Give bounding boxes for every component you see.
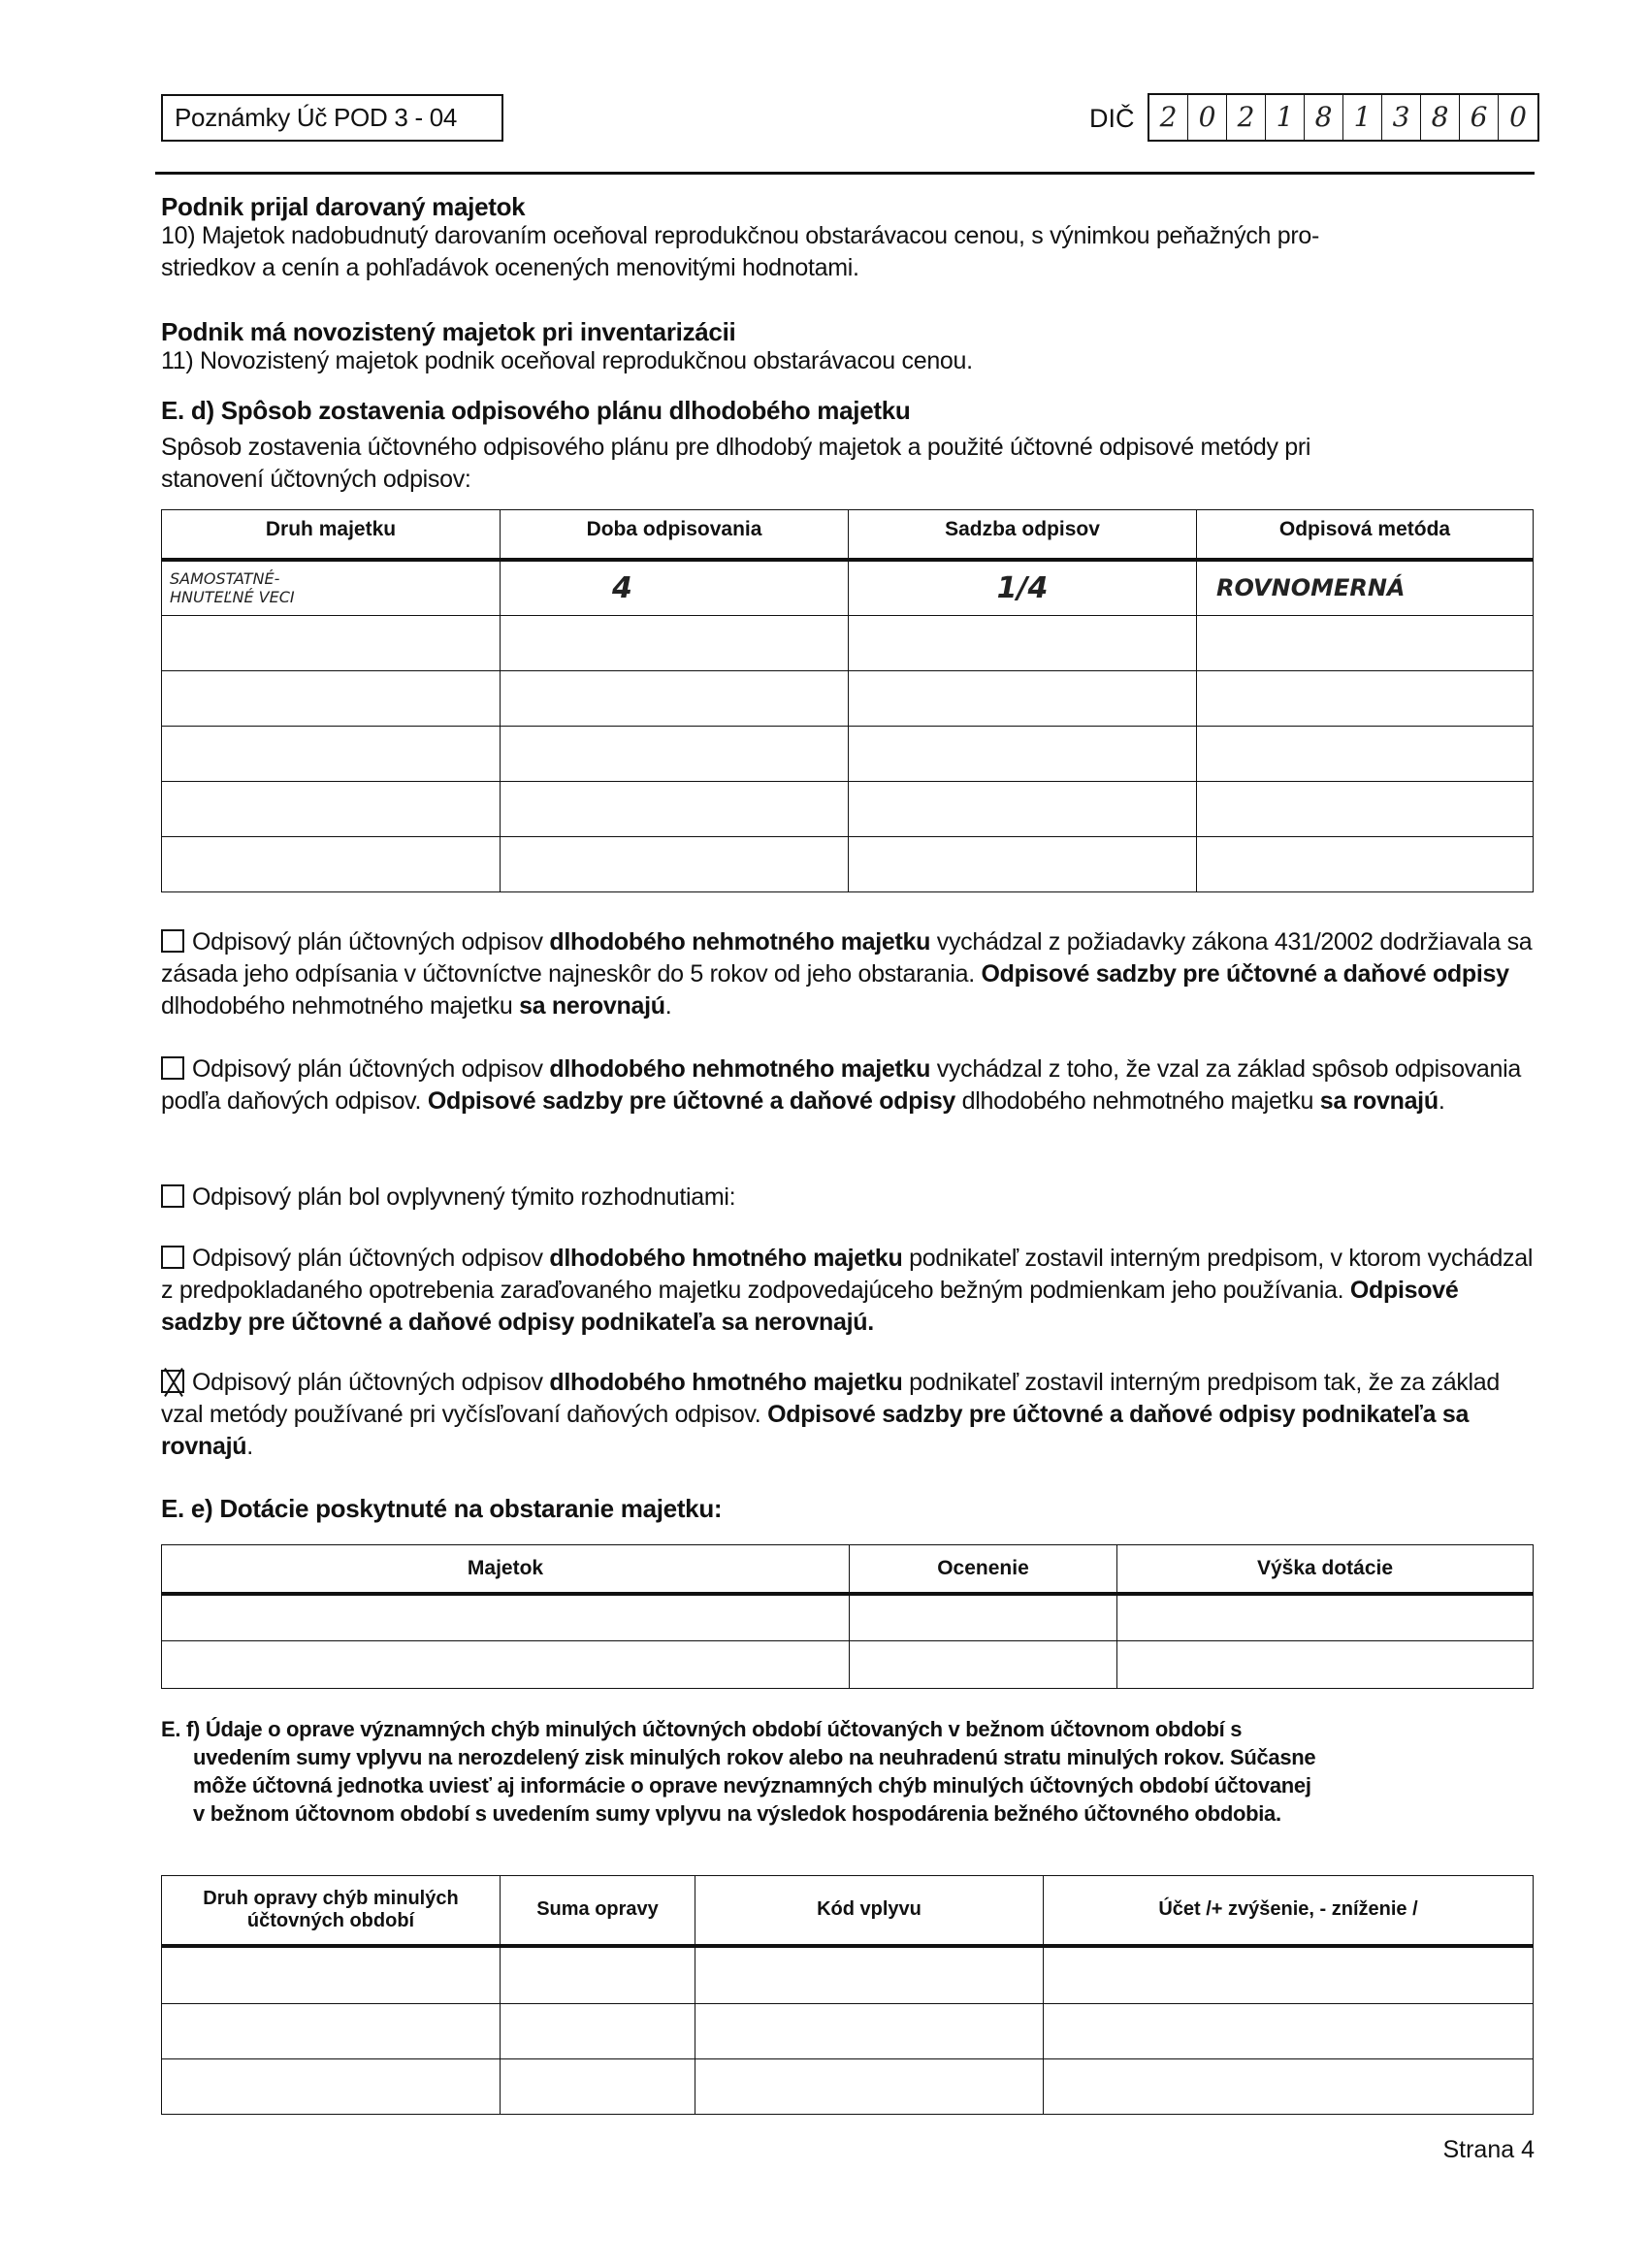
table-cell[interactable] bbox=[501, 2004, 695, 2059]
table-cell[interactable] bbox=[850, 1641, 1117, 1689]
dic-digit[interactable]: 1 bbox=[1266, 95, 1305, 140]
table-cell[interactable] bbox=[162, 2004, 501, 2059]
option-tangible-unequal bbox=[161, 1243, 1534, 1339]
dic-field[interactable] bbox=[1148, 93, 1539, 142]
table-cell[interactable] bbox=[849, 837, 1197, 892]
option-text: vychádzal z toho, že vzal za základ spôsob odpisovania podľa daňových odpisov. bbox=[161, 1055, 1521, 1115]
option-text-bold: dlhodobého hmotného majetku bbox=[549, 1369, 903, 1396]
option-text-bold: dlhodobého hmotného majetku bbox=[549, 1245, 903, 1272]
table-cell[interactable] bbox=[1117, 1641, 1534, 1689]
dic-digit[interactable]: 6 bbox=[1460, 95, 1499, 140]
table-row bbox=[162, 671, 1534, 727]
ef-heading-line: E. f) Údaje o oprave významných chýb minulých účtovných období účtovaných v bežnom účtovnom období s bbox=[161, 1717, 1243, 1741]
option-text-bold: sa nerovnajú bbox=[519, 992, 665, 1020]
column-header: Kód vplyvu bbox=[695, 1876, 1044, 1946]
option-intangible-equal bbox=[161, 1053, 1534, 1118]
form-id-box: Poznámky Úč POD 3 - 04 bbox=[161, 94, 503, 142]
table-row bbox=[162, 2004, 1534, 2059]
inventory-text: 11) Novozistený majetok podnik oceňoval reprodukčnou obstarávacou cenou. bbox=[161, 347, 973, 374]
option-text: Odpisový plán účtovných odpisov bbox=[192, 928, 550, 956]
table-row bbox=[162, 560, 1534, 616]
table-cell[interactable] bbox=[162, 671, 501, 727]
depreciation-rate-cell[interactable]: 1/4 bbox=[849, 560, 1197, 616]
page-number: Strana 4 bbox=[1442, 2136, 1535, 2163]
dic-digit[interactable]: 2 bbox=[1149, 95, 1188, 140]
table-cell[interactable] bbox=[501, 671, 849, 727]
table-cell[interactable] bbox=[849, 616, 1197, 671]
option-text: Odpisový plán účtovných odpisov bbox=[192, 1055, 550, 1083]
option-text: podnikateľ zostavil interným predpisom, v ktorom vychádzal z predpokladaného opotrebenia zaraďovaného majetku zodpovedajúceho bežným podmienkam jeho používania. bbox=[161, 1245, 1534, 1304]
option-text-bold: dlhodobého nehmotného majetku bbox=[549, 1055, 931, 1083]
asset-type-cell[interactable] bbox=[162, 560, 501, 616]
dic-digit[interactable]: 0 bbox=[1509, 101, 1527, 133]
checkbox[interactable] bbox=[161, 1184, 184, 1208]
option-text: podnikateľ zostavil interným predpisom tak, že za základ vzal metódy používané pri vyčísľovaní daňových odpisov. bbox=[161, 1369, 1501, 1428]
table-cell[interactable] bbox=[695, 2059, 1044, 2115]
ed-intro-line2: stanovení účtovných odpisov: bbox=[161, 466, 471, 493]
table-cell[interactable] bbox=[162, 1594, 850, 1641]
dic-digit[interactable]: 8 bbox=[1421, 95, 1460, 140]
option-tangible-equal bbox=[161, 1367, 1534, 1463]
table-cell[interactable] bbox=[1044, 2059, 1534, 2115]
column-header: Výška dotácie bbox=[1117, 1545, 1534, 1594]
option-text-bold: sa rovnajú bbox=[1319, 1087, 1439, 1115]
checkbox-checked[interactable] bbox=[161, 1370, 184, 1393]
dic-digit[interactable]: 2 bbox=[1227, 95, 1266, 140]
ef-heading-line: v bežnom účtovnom období s uvedením sumy vplyvu na výsledok hospodárenia bežného účtovného obdobia. bbox=[193, 1801, 1281, 1826]
table-cell[interactable] bbox=[850, 1594, 1117, 1641]
column-header: Účet /+ zvýšenie, - zníženie / bbox=[1044, 1876, 1534, 1946]
donated-text-line1: 10) Majetok nadobudnutý darovaním oceňoval reprodukčnou obstarávacou cenou, s výnimkou peňažných pro- bbox=[161, 222, 1320, 249]
table-row bbox=[162, 616, 1534, 671]
depreciation-period-cell[interactable]: 4 bbox=[501, 560, 849, 616]
table-cell[interactable] bbox=[162, 2059, 501, 2115]
ef-heading bbox=[161, 1715, 1315, 1828]
ee-heading: E. e) Dotácie poskytnuté na obstaranie majetku: bbox=[161, 1494, 723, 1523]
donated-heading: Podnik prijal darovaný majetok bbox=[161, 192, 526, 221]
checkbox[interactable] bbox=[161, 929, 184, 953]
table-cell[interactable] bbox=[1197, 616, 1534, 671]
table-cell[interactable] bbox=[501, 616, 849, 671]
table-row bbox=[162, 837, 1534, 892]
table-cell[interactable] bbox=[501, 782, 849, 837]
ef-heading-line: môže účtovná jednotka uviesť aj informácie o oprave nevýznamných chýb minulých účtovných období účtovanej bbox=[193, 1773, 1311, 1798]
option-text: Odpisový plán bol ovplyvnený týmito rozhodnutiami: bbox=[192, 1183, 736, 1211]
option-text: dlhodobého nehmotného majetku bbox=[955, 1087, 1320, 1115]
option-text-bold: Odpisové sadzby pre účtovné a daňové odpisy podnikateľa sa rovnajú bbox=[161, 1401, 1470, 1460]
checkbox[interactable] bbox=[161, 1056, 184, 1080]
table-cell[interactable] bbox=[695, 1946, 1044, 2004]
table-cell[interactable] bbox=[162, 1946, 501, 2004]
column-header: Sadzba odpisov bbox=[849, 510, 1197, 560]
option-text-bold: Odpisové sadzby pre účtovné a daňové odpisy bbox=[427, 1087, 956, 1115]
inventory-heading: Podnik má novozistený majetok pri inventarizácii bbox=[161, 317, 736, 346]
table-cell[interactable] bbox=[1117, 1594, 1534, 1641]
column-header: Suma opravy bbox=[501, 1876, 695, 1946]
column-header: Doba odpisovania bbox=[501, 510, 849, 560]
table-cell[interactable] bbox=[501, 2059, 695, 2115]
depreciation-method-cell[interactable]: ROVNOMERNÁ bbox=[1197, 560, 1534, 616]
table-row bbox=[162, 782, 1534, 837]
table-cell[interactable] bbox=[501, 727, 849, 782]
dic-digit[interactable]: 1 bbox=[1343, 95, 1382, 140]
column-header: Odpisová metóda bbox=[1197, 510, 1534, 560]
option-text-bold: Odpisové sadzby pre účtovné a daňové odpisy podnikateľa sa nerovnajú. bbox=[161, 1277, 1459, 1336]
option-intangible-unequal bbox=[161, 926, 1534, 1022]
option-text: vychádzal z požiadavky zákona 431/2002 dodržiavala sa zásada jeho odpísania v účtovníctve najneskôr do 5 rokov od jeho obstarania. bbox=[161, 928, 1533, 988]
header-divider bbox=[155, 172, 1535, 175]
table-cell[interactable] bbox=[1044, 1946, 1534, 2004]
ef-heading-line: uvedením sumy vplyvu na nerozdelený zisk minulých rokov alebo na neuhradenú stratu minulých rokov. Súčasne bbox=[193, 1745, 1316, 1769]
dic-digit[interactable]: 8 bbox=[1305, 95, 1343, 140]
asset-type-line2: HNUTEĽNÉ VECI bbox=[170, 588, 295, 607]
table-cell[interactable] bbox=[1044, 2004, 1534, 2059]
subsidies-table bbox=[161, 1544, 1534, 1689]
table-row bbox=[162, 1946, 1534, 2004]
ed-intro-line1: Spôsob zostavenia účtovného odpisového plánu pre dlhodobý majetok a použité účtovné odpisové metódy pri bbox=[161, 434, 1311, 461]
table-row bbox=[162, 1594, 1534, 1641]
table-row bbox=[162, 727, 1534, 782]
table-row bbox=[162, 2059, 1534, 2115]
table-cell[interactable] bbox=[162, 616, 501, 671]
table-cell[interactable] bbox=[1197, 727, 1534, 782]
option-text-bold: Odpisové sadzby pre účtovné a daňové odpisy bbox=[981, 960, 1509, 988]
option-text: dlhodobého nehmotného majetku bbox=[161, 992, 520, 1020]
option-text: . bbox=[664, 992, 672, 1020]
option-text: Odpisový plán účtovných odpisov bbox=[192, 1369, 550, 1396]
option-text: . bbox=[1438, 1087, 1445, 1115]
option-text: Odpisový plán účtovných odpisov bbox=[192, 1245, 550, 1272]
table-row bbox=[162, 1641, 1534, 1689]
table-cell[interactable] bbox=[849, 727, 1197, 782]
table-cell[interactable] bbox=[695, 2004, 1044, 2059]
table-cell[interactable] bbox=[1197, 671, 1534, 727]
table-cell[interactable] bbox=[162, 1641, 850, 1689]
table-cell[interactable] bbox=[849, 671, 1197, 727]
table-cell[interactable] bbox=[501, 1946, 695, 2004]
table-cell[interactable] bbox=[162, 782, 501, 837]
option-text: . bbox=[246, 1433, 253, 1460]
column-header: Druh majetku bbox=[162, 510, 501, 560]
asset-type-line1: SAMOSTATNÉ- bbox=[170, 569, 280, 589]
dic-digit[interactable]: 0 bbox=[1188, 95, 1227, 140]
donated-text-line2: striedkov a cenín a pohľadávok ocenených menovitými hodnotami. bbox=[161, 254, 859, 281]
table-cell[interactable] bbox=[1197, 837, 1534, 892]
column-header: Ocenenie bbox=[850, 1545, 1117, 1594]
checkbox[interactable] bbox=[161, 1246, 184, 1269]
ed-heading: E. d) Spôsob zostavenia odpisového plánu dlhodobého majetku bbox=[161, 396, 911, 425]
column-header: Druh opravy chýb minulých účtovných období bbox=[162, 1876, 501, 1946]
table-cell[interactable] bbox=[849, 782, 1197, 837]
table-cell[interactable] bbox=[1197, 782, 1534, 837]
option-influenced-by-decisions bbox=[161, 1182, 1534, 1214]
column-header: Majetok bbox=[162, 1545, 850, 1594]
dic-digit[interactable]: 3 bbox=[1382, 95, 1421, 140]
option-text-bold: dlhodobého nehmotného majetku bbox=[549, 928, 931, 956]
table-cell[interactable] bbox=[162, 837, 501, 892]
error-corrections-table bbox=[161, 1875, 1534, 2115]
dic-label: DIČ bbox=[1089, 104, 1135, 133]
table-cell[interactable] bbox=[501, 837, 849, 892]
depreciation-plan-table bbox=[161, 509, 1534, 892]
table-cell[interactable] bbox=[162, 727, 501, 782]
